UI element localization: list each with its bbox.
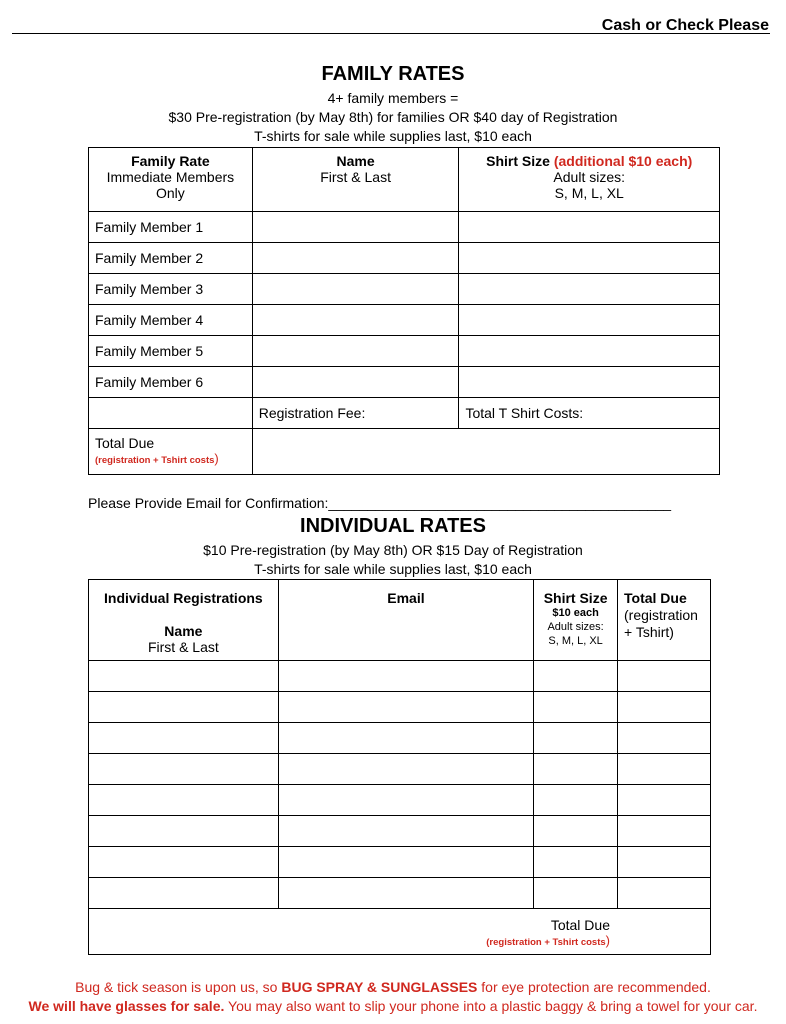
family-member-label: Family Member 6 [89, 367, 253, 398]
total-due-label: Total Due [95, 435, 155, 451]
total-tshirt-costs-label: Total T Shirt Costs: [465, 405, 584, 421]
registration-fee-label: Registration Fee: [258, 405, 366, 421]
shirt-size-additional-cost: (additional $10 each) [553, 153, 693, 169]
email-header [278, 580, 533, 661]
individual-total-due-header [618, 580, 711, 661]
individual-shirt-sub2: S, M, L, XL [548, 635, 603, 647]
shirt-size-header-sub1: Adult sizes: [553, 169, 626, 185]
individual-total-due-row [89, 909, 711, 955]
individual-shirt-field[interactable] [534, 847, 618, 878]
family-member-label: Family Member 2 [89, 243, 253, 274]
individual-total-field[interactable] [618, 816, 711, 847]
table-row [89, 274, 720, 305]
individual-name-title: Name [164, 623, 203, 639]
individual-shirt-field[interactable] [534, 754, 618, 785]
shirt-size-header-sub2: S, M, L, XL [554, 185, 624, 201]
individual-name-field[interactable] [89, 692, 279, 723]
name-header [252, 148, 459, 212]
individual-total-field[interactable] [618, 847, 711, 878]
table-row [89, 723, 711, 754]
name-header-sub: First & Last [320, 169, 391, 185]
individual-shirt-size-header [534, 580, 618, 661]
individual-shirt-field[interactable] [534, 692, 618, 723]
family-info-line-3: T-shirts for sale while supplies last, $10 each [254, 128, 532, 144]
individual-total-due-label: Total Due [550, 917, 610, 933]
individual-email-field[interactable] [278, 661, 533, 692]
payment-note: Cash or Check Please [601, 17, 769, 34]
individual-email-field[interactable] [278, 692, 533, 723]
individual-total-field[interactable] [618, 723, 711, 754]
individual-shirt-field[interactable] [534, 816, 618, 847]
individual-name-field[interactable] [89, 785, 279, 816]
individual-rates-table [88, 579, 711, 955]
family-member-name-field[interactable] [252, 367, 459, 398]
individual-shirt-size-title: Shirt Size [543, 590, 608, 606]
family-rate-header-sub2: Only [155, 185, 185, 201]
family-member-name-field[interactable] [252, 212, 459, 243]
individual-info-line-1: $10 Pre-registration (by May 8th) OR $15 Day of Registration [203, 542, 583, 558]
total-due-note-paren: ) [214, 451, 219, 466]
family-member-name-field[interactable] [252, 243, 459, 274]
table-row [89, 367, 720, 398]
family-member-shirt-field[interactable] [459, 274, 720, 305]
individual-shirt-field[interactable] [534, 878, 618, 909]
individual-name-field[interactable] [89, 754, 279, 785]
footer-line-1-a: Bug & tick season is upon us, so [75, 979, 282, 995]
family-rate-header [89, 148, 253, 212]
family-member-label: Family Member 5 [89, 336, 253, 367]
shirt-size-header [459, 148, 720, 212]
total-due-cell [89, 429, 253, 475]
table-row [89, 785, 711, 816]
individual-total-field[interactable] [618, 661, 711, 692]
email-confirmation-field[interactable]: Please Provide Email for Confirmation:____________________________________________ [88, 495, 672, 511]
individual-shirt-field[interactable] [534, 785, 618, 816]
family-rate-header-sub1: Immediate Members [106, 169, 235, 185]
individual-email-field[interactable] [278, 785, 533, 816]
individual-email-field[interactable] [278, 754, 533, 785]
family-rates-table [88, 147, 720, 475]
individual-email-field[interactable] [278, 847, 533, 878]
family-member-shirt-field[interactable] [459, 305, 720, 336]
table-row [89, 878, 711, 909]
total-due-row [89, 429, 720, 475]
individual-email-field[interactable] [278, 723, 533, 754]
individual-info-line-2: T-shirts for sale while supplies last, $10 each [254, 561, 532, 577]
individual-registrations-title: Individual Registrations [104, 590, 263, 606]
footer-bug-spray: BUG SPRAY & SUNGLASSES [281, 979, 478, 995]
individual-shirt-sub1: Adult sizes: [547, 621, 604, 633]
individual-name-field[interactable] [89, 878, 279, 909]
individual-name-field[interactable] [89, 816, 279, 847]
individual-name-field[interactable] [89, 723, 279, 754]
individual-email-field[interactable] [278, 878, 533, 909]
family-rate-header-title: Family Rate [131, 153, 210, 169]
individual-total-due-sub2: + Tshirt) [624, 624, 674, 640]
family-member-shirt-field[interactable] [459, 336, 720, 367]
total-tshirt-costs-field[interactable] [459, 398, 720, 429]
family-member-name-field[interactable] [252, 305, 459, 336]
family-member-label: Family Member 3 [89, 274, 253, 305]
individual-name-field[interactable] [89, 847, 279, 878]
individual-name-sub: First & Last [147, 639, 219, 655]
family-member-label: Family Member 4 [89, 305, 253, 336]
family-member-shirt-field[interactable] [459, 212, 720, 243]
registration-fee-field[interactable] [252, 398, 459, 429]
individual-registrations-header [89, 580, 279, 661]
table-row [89, 336, 720, 367]
total-due-note: (registration + Tshirt costs [95, 455, 215, 466]
table-row [89, 305, 720, 336]
family-rates-title: FAMILY RATES [321, 63, 465, 85]
family-member-label: Family Member 1 [89, 212, 253, 243]
family-member-name-field[interactable] [252, 274, 459, 305]
individual-total-due-note: (registration + Tshirt costs [486, 937, 606, 948]
family-info-line-1: 4+ family members = [327, 90, 459, 106]
table-row [89, 692, 711, 723]
table-row [89, 212, 720, 243]
table-row [89, 754, 711, 785]
table-row [89, 243, 720, 274]
fee-row [89, 398, 720, 429]
individual-total-field[interactable] [618, 785, 711, 816]
table-row [89, 816, 711, 847]
email-header-title: Email [387, 590, 425, 606]
footer-line-1-c: for eye protection are recommended. [477, 979, 711, 995]
individual-total-due-sub1: (registration [624, 607, 698, 623]
family-member-shirt-field[interactable] [459, 367, 720, 398]
individual-email-field[interactable] [278, 816, 533, 847]
individual-total-due-note-paren: ) [605, 933, 610, 948]
individual-total-due-title: Total Due [624, 590, 687, 606]
empty-cell [89, 398, 253, 429]
individual-shirt-field[interactable] [534, 661, 618, 692]
individual-shirt-price: $10 each [552, 607, 599, 619]
individual-total-field[interactable] [618, 754, 711, 785]
footer-line-1 [0, 979, 786, 995]
family-member-name-field[interactable] [252, 336, 459, 367]
footer-glasses-for-sale: We will have glasses for sale. [28, 998, 225, 1014]
table-row [89, 661, 711, 692]
name-header-title: Name [336, 153, 375, 169]
individual-total-field[interactable] [618, 878, 711, 909]
individual-shirt-field[interactable] [534, 723, 618, 754]
individual-rates-title: INDIVIDUAL RATES [300, 515, 486, 537]
individual-name-field[interactable] [89, 661, 279, 692]
top-divider [12, 33, 770, 34]
individual-total-due-cell[interactable] [89, 909, 711, 955]
table-row [89, 847, 711, 878]
shirt-size-header-title: Shirt Size [486, 153, 550, 169]
family-info-line-2: $30 Pre-registration (by May 8th) for families OR $40 day of Registration [168, 109, 618, 125]
footer-line-2 [0, 998, 786, 1014]
individual-total-field[interactable] [618, 692, 711, 723]
total-due-field[interactable] [252, 429, 719, 475]
footer-line-2-b: You may also want to slip your phone into a plastic baggy & bring a towel for your car. [224, 998, 758, 1014]
family-member-shirt-field[interactable] [459, 243, 720, 274]
